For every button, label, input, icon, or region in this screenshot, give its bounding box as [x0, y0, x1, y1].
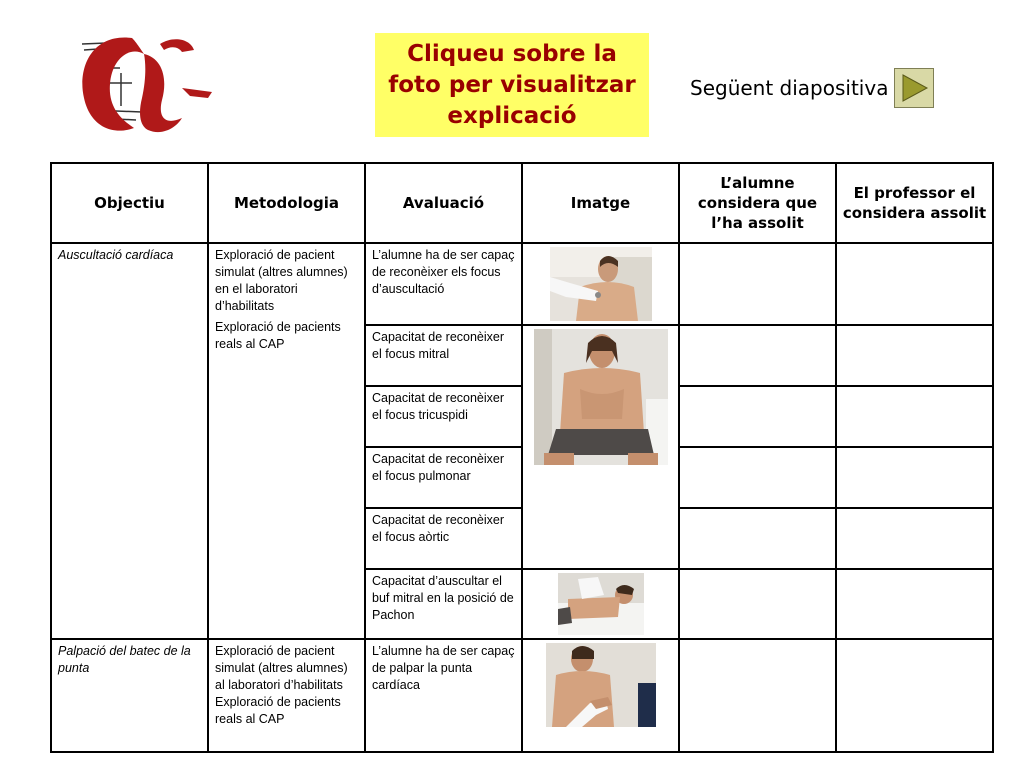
header-metodologia: Metodologia — [208, 163, 365, 243]
student-check-cell[interactable] — [679, 508, 836, 569]
objective-palpacio: Palpació del batec de la punta — [51, 639, 208, 752]
header-professor-assolit: El professor el considera assolit — [836, 163, 993, 243]
seated-patient-photo[interactable] — [534, 329, 668, 465]
methodology-item: Exploració de pacients reals al CAP — [215, 320, 341, 351]
teacher-check-cell[interactable] — [836, 508, 993, 569]
header-alumne-assolit: L’alumne considera que l’ha assolit — [679, 163, 836, 243]
methodology-item: Exploració de pacient simulat (altres alumnes) en el laboratori d’habilitats — [215, 248, 348, 313]
header-imatge: Imatge — [522, 163, 679, 243]
auscultation-photo[interactable] — [550, 247, 652, 321]
student-check-cell[interactable] — [679, 386, 836, 447]
photo-cell[interactable] — [522, 569, 679, 639]
teacher-check-cell[interactable] — [836, 386, 993, 447]
objective-auscultacio: Auscultació cardíaca — [51, 243, 208, 639]
evaluation-cell: L’alumne ha de ser capaç de reconèixer els focus d’auscultació — [365, 243, 522, 325]
teacher-check-cell[interactable] — [836, 325, 993, 386]
methodology-palpacio: Exploració de pacient simulat (altres alumnes) al laboratori d’habilitats Exploració de pacients reals al CAP — [208, 639, 365, 752]
teacher-check-cell[interactable] — [836, 447, 993, 508]
student-check-cell[interactable] — [679, 325, 836, 386]
student-check-cell[interactable] — [679, 569, 836, 639]
click-photo-instruction: Cliqueu sobre la foto per visualitzar explicació — [375, 33, 649, 137]
evaluation-cell: L’alumne ha de ser capaç de palpar la punta cardíaca — [365, 639, 522, 752]
photo-cell[interactable] — [522, 325, 679, 569]
header-objectiu: Objectiu — [51, 163, 208, 243]
competency-table — [50, 162, 994, 753]
evaluation-cell: Capacitat de reconèixer el focus pulmonar — [365, 447, 522, 508]
university-logo — [72, 28, 222, 140]
photo-cell[interactable] — [522, 243, 679, 325]
student-check-cell[interactable] — [679, 639, 836, 752]
teacher-check-cell[interactable] — [836, 243, 993, 325]
teacher-check-cell[interactable] — [836, 569, 993, 639]
photo-cell[interactable] — [522, 639, 679, 752]
evaluation-cell: Capacitat de reconèixer el focus tricuspidi — [365, 386, 522, 447]
teacher-check-cell[interactable] — [836, 639, 993, 752]
evaluation-cell: Capacitat de reconèixer el focus aòrtic — [365, 508, 522, 569]
play-triangle-icon — [899, 73, 929, 103]
evaluation-cell: Capacitat de reconèixer el focus mitral — [365, 325, 522, 386]
next-slide[interactable] — [690, 66, 934, 110]
methodology-auscultacio — [208, 243, 365, 639]
student-check-cell[interactable] — [679, 243, 836, 325]
header-avaluacio: Avaluació — [365, 163, 522, 243]
pachon-position-photo[interactable] — [558, 573, 644, 635]
palpation-photo[interactable] — [546, 643, 656, 727]
next-slide-label: Següent diapositiva — [690, 76, 889, 100]
student-check-cell[interactable] — [679, 447, 836, 508]
next-slide-button[interactable] — [894, 68, 934, 108]
evaluation-cell: Capacitat d’auscultar el buf mitral en la posició de Pachon — [365, 569, 522, 639]
